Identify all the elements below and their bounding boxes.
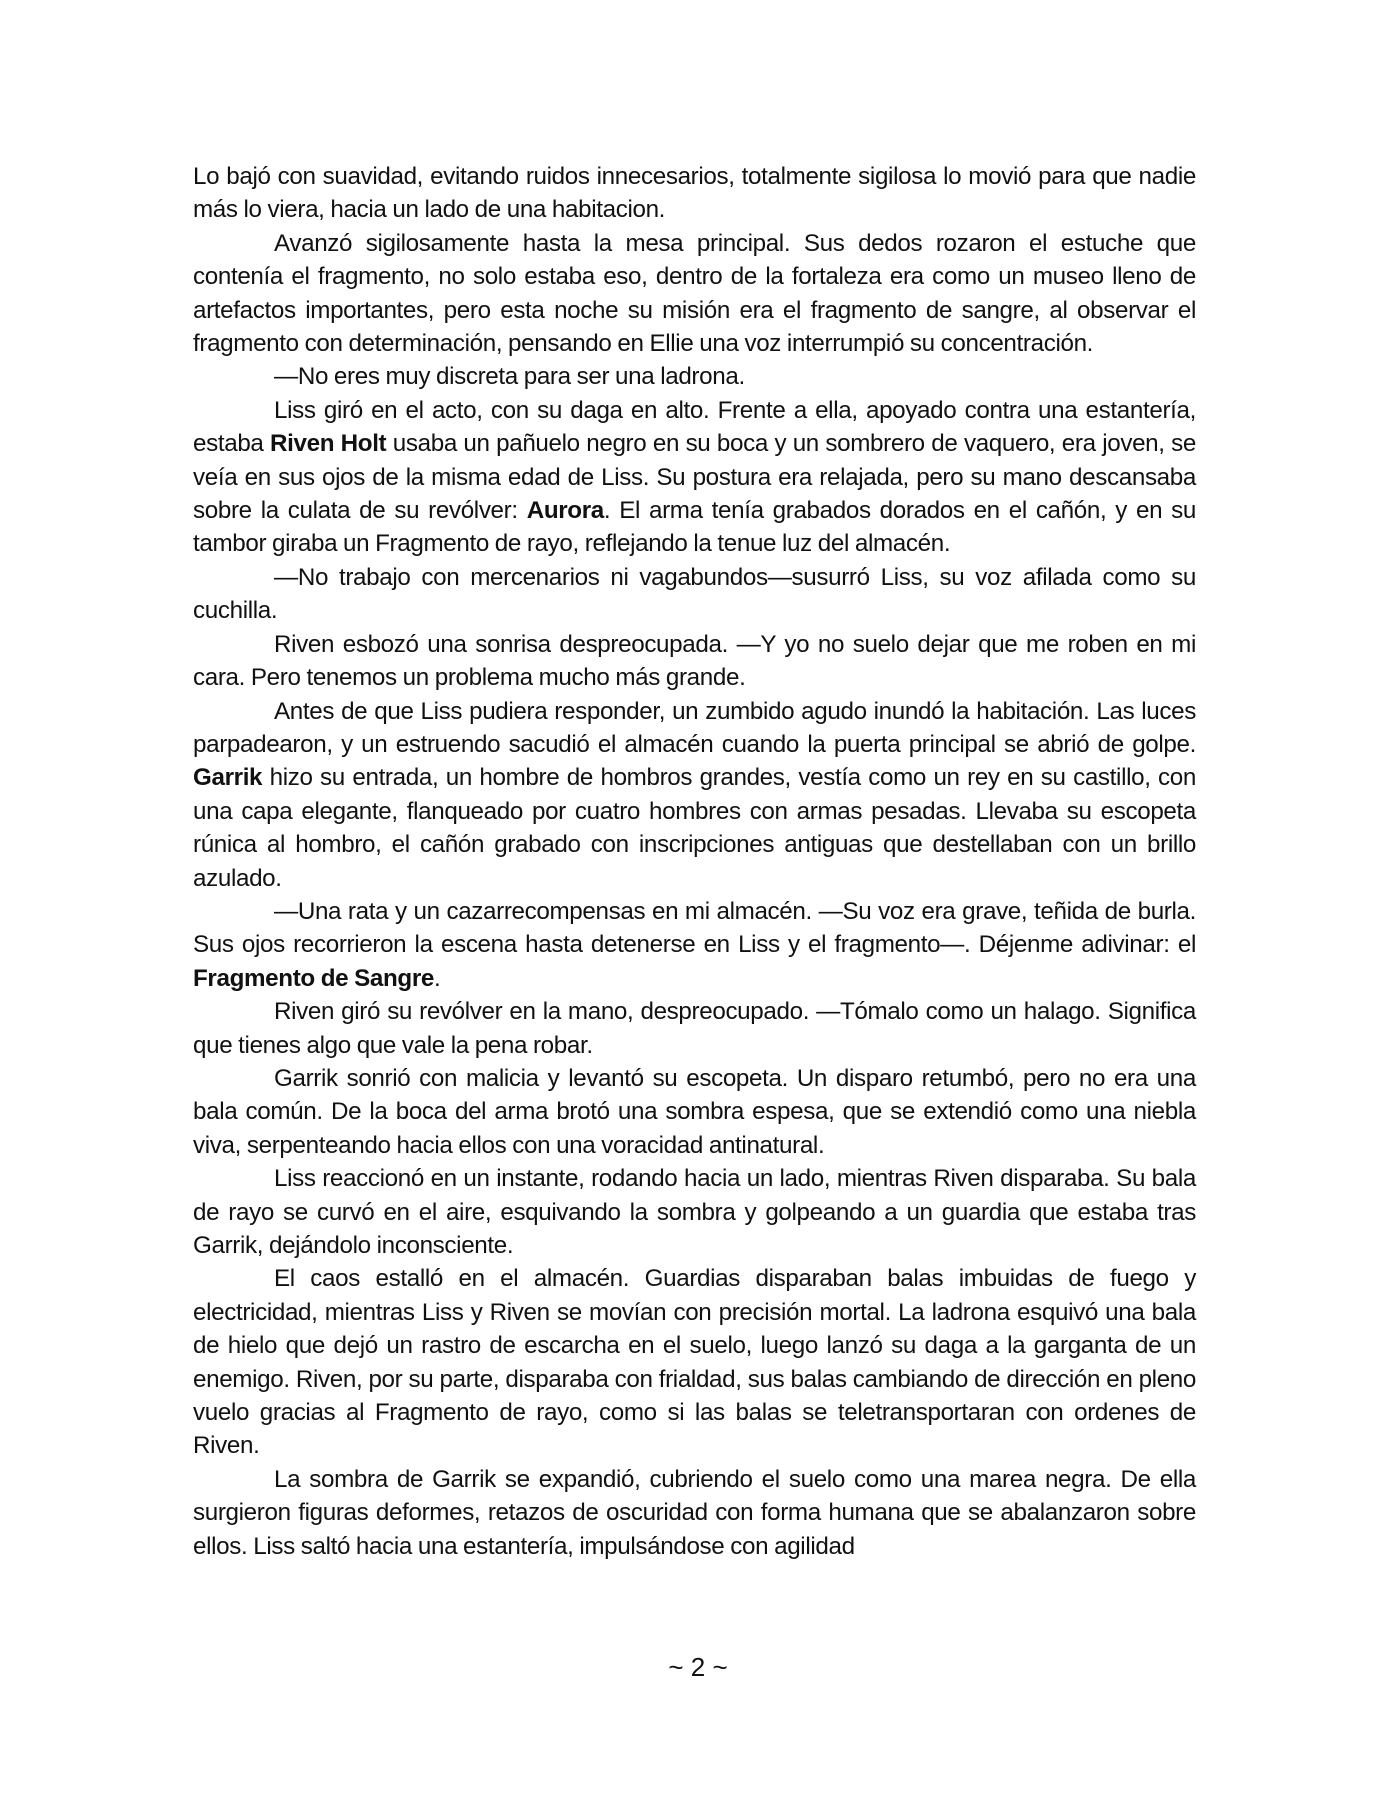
character-name-bold: Garrik xyxy=(193,764,263,792)
text-run: —No trabajo con mercenarios ni vagabundos—susurró Liss, su voz afilada como su cuchilla. xyxy=(193,563,1196,625)
text-run: . El arma tenía grabados dorados en el cañón, y en su tambor giraba un Fragmento de rayo, reflejando la tenue luz del almacén. xyxy=(193,497,1196,558)
text-run: . xyxy=(434,964,441,992)
text-run: Liss giró en el acto, con su daga en alto. Frente a ella, apoyado contra una estantería, estaba xyxy=(193,396,1196,458)
text-run: Riven esbozó una sonrisa despreocupada. —Y yo no suelo dejar que me roben en mi cara. Pero tenemos un problema mucho más grande. xyxy=(193,630,1196,692)
text-run: Antes de que Liss pudiera responder, un zumbido agudo inundó la habitación. Las luces parpadearon, y un estruendo sacudió el almacén cuando la puerta principal se abrió de golpe. xyxy=(193,697,1196,758)
text-run: Riven giró su revólver en la mano, despreocupado. —Tómalo como un halago. Significa que tienes algo que vale la pena robar. xyxy=(193,998,1196,1059)
paragraph xyxy=(193,695,1196,895)
paragraph xyxy=(193,1162,1196,1262)
paragraph xyxy=(193,995,1196,1062)
paragraph xyxy=(193,561,1196,628)
weapon-name-bold: Aurora xyxy=(526,497,604,525)
text-run: Lo bajó con suavidad, evitando ruidos innecesarios, totalmente sigilosa lo movió para que nadie más lo viera, hacia un lado de una habitacion. xyxy=(193,163,1196,224)
paragraph xyxy=(193,628,1196,695)
text-run: El caos estalló en el almacén. Guardias disparaban balas imbuidas de fuego y electricidad, mientras Liss y Riven se movían con precisión mortal. La ladrona esquivó una bala de hielo que dejó un rastro de escarcha en el suelo, luego lanzó su daga a la garganta de un enemigo. Riven, por su parte, disparaba con frialdad, sus balas cambiando de dirección en pleno vuelo gracias al Fragmento de rayo, como si las balas se teletransportaran con ordenes de Riven. xyxy=(193,1265,1196,1460)
text-run: —Una rata y un cazarrecompensas en mi almacén. —Su voz era grave, teñida de burla. Sus ojos recorrieron la escena hasta detenerse en Liss y el fragmento—. Déjenme adivinar: el xyxy=(193,897,1196,959)
paragraph xyxy=(193,160,1196,227)
paragraph xyxy=(193,227,1196,361)
paragraph xyxy=(193,1062,1196,1162)
page-number: ~ 2 ~ xyxy=(668,1652,728,1682)
text-run: La sombra de Garrik se expandió, cubriendo el suelo como una marea negra. De ella surgieron figuras deformes, retazos de oscuridad con forma humana que se abalanzaron sobre ellos. Liss saltó hacia una estantería, impulsándose con agilidad xyxy=(193,1465,1196,1560)
text-run: Liss reaccionó en un instante, rodando hacia un lado, mientras Riven disparaba. Su bala de rayo se curvó en el aire, esquivando la sombra y golpeando a un guardia que estaba tras Garrik, dejándolo inconsciente. xyxy=(193,1165,1196,1259)
paragraph xyxy=(193,1262,1196,1462)
paragraph xyxy=(193,1463,1196,1563)
text-run: hizo su entrada, un hombre de hombros grandes, vestía como un rey en su castillo, con una capa elegante, flanqueado por cuatro hombres con armas pesadas. Llevaba su escopeta rúnica al hombro, el cañón grabado con inscripciones antiguas que destellaban con un brillo azulado. xyxy=(193,764,1196,892)
text-run: usaba un pañuelo negro en su boca y un sombrero de vaquero, era joven, se veía en sus ojos de la misma edad de Liss. Su postura era relajada, pero su mano descansaba sobre la culata de su revólver: xyxy=(193,430,1196,525)
page-body-text xyxy=(193,160,1196,1563)
text-run: Avanzó sigilosamente hasta la mesa principal. Sus dedos rozaron el estuche que contenía el fragmento, no solo estaba eso, dentro de la fortaleza era como un museo lleno de artefactos importantes, pero esta noche su misión era el fragmento de sangre, al observar el fragmento con determinación, pensando en Ellie una voz interrumpió su concentración. xyxy=(193,229,1196,358)
character-name-bold: Riven Holt xyxy=(270,430,387,458)
paragraph xyxy=(193,394,1196,561)
text-run: Garrik sonrió con malicia y levantó su escopeta. Un disparo retumbó, pero no era una bala común. De la boca del arma brotó una sombra espesa, que se extendió como una niebla viva, serpenteando hacia ellos con una voracidad antinatural. xyxy=(193,1064,1196,1159)
paragraph xyxy=(193,895,1196,995)
artifact-name-bold: Fragmento de Sangre xyxy=(193,964,434,992)
paragraph xyxy=(193,360,1196,393)
text-run: —No eres muy discreta para ser una ladrona. xyxy=(274,363,745,391)
